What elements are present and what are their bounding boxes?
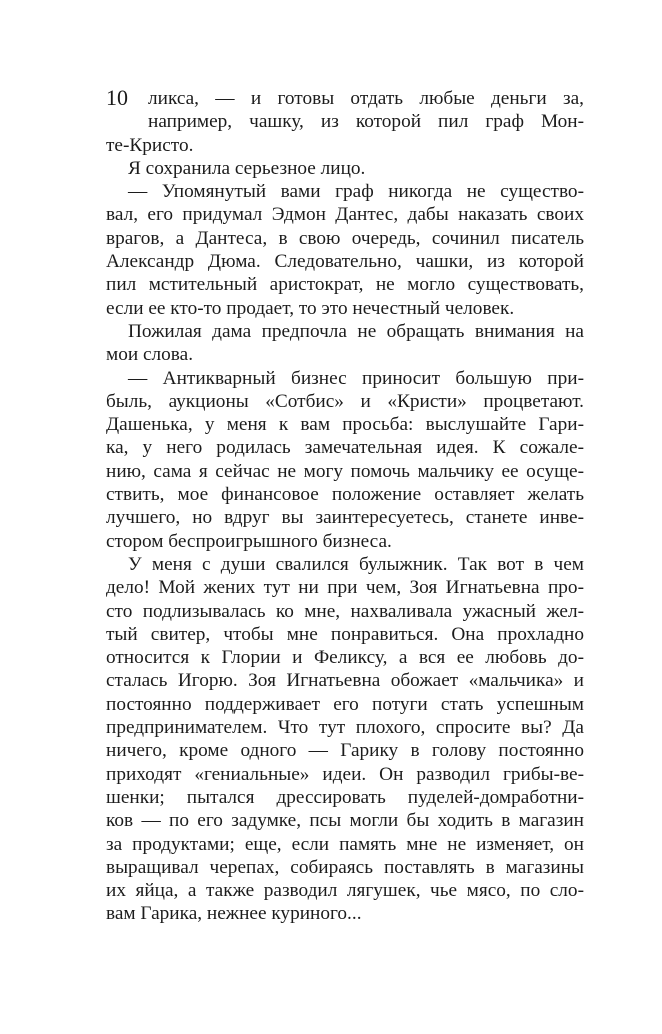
text-line: Дашенька, у меня к вам просьба: выслушайте Гари-: [106, 414, 584, 436]
text-line: ничего, кроме одного — Гарику в голову постоянно: [106, 740, 584, 762]
text-line: мои слова.: [106, 344, 194, 366]
text-line: пил мстительный аристократ, не могло существовать,: [106, 274, 584, 296]
text-line: например, чашку, из которой пил граф Мон-: [148, 111, 584, 133]
page-number: 10: [106, 85, 128, 110]
text-line: стором беспроигрышного бизнеса.: [106, 530, 392, 552]
text-line: постоянно поддерживает его потуги стать успешным: [106, 693, 584, 715]
text-line: шенки; пытался дрессировать пуделей-домработни-: [106, 786, 584, 808]
text-line: ка, у него родилась замечательная идея. К сожале-: [106, 437, 584, 459]
text-line: лучшего, но вдруг вы заинтересуетесь, станете инве-: [106, 507, 584, 529]
text-line: — Антикварный бизнес приносит большую при-: [128, 367, 584, 389]
text-line: те-Кристо.: [106, 134, 194, 156]
text-line: — Упомянутый вами граф никогда не существо-: [128, 181, 584, 203]
text-line: их яйца, а также разводил лягушек, чье мясо, по сло-: [106, 880, 584, 902]
text-line: дело! Мой жених тут ни при чем, Зоя Игнатьевна про-: [106, 577, 584, 599]
text-line: тый свитер, чтобы мне понравиться. Она прохладно: [106, 623, 584, 645]
text-line: приходят «гениальные» идеи. Он разводил грибы-ве-: [106, 763, 584, 785]
text-line: ков — по его задумке, псы могли бы ходить в магазин: [106, 810, 584, 832]
text-line: за продуктами; еще, если память мне не изменяет, он: [106, 833, 584, 855]
text-line: ствить, мое финансовое положение оставляет желать: [106, 484, 584, 506]
text-line: врагов, а Дантеса, в свою очередь, сочинил писатель: [106, 227, 584, 249]
body-text: [106, 87, 584, 926]
text-line: предпринимателем. Что тут плохого, спросите вы? Да: [106, 717, 584, 739]
text-line: сто подлизывалась ко мне, нахваливала ужасный жел-: [106, 600, 584, 622]
text-line: сталась Игорю. Зоя Игнатьевна обожает «мальчика» и: [106, 670, 584, 692]
text-line: У меня с души свалился булыжник. Так вот в чем: [128, 553, 584, 575]
text-line: выращивал черепах, собираясь поставлять в магазины: [106, 856, 584, 878]
text-line: Александр Дюма. Следовательно, чашки, из которой: [106, 251, 584, 273]
text-line: Я сохранила серьезное лицо.: [128, 157, 366, 179]
text-line: быль, аукционы «Сотбис» и «Кристи» процветают.: [106, 390, 584, 412]
text-line: нию, сама я сейчас не могу помочь мальчику ее осуще-: [106, 460, 584, 482]
text-line: если ее кто-то продает, то это нечестный человек.: [106, 297, 515, 319]
text-line: относится к Глории и Феликсу, а вся ее любовь до-: [106, 647, 584, 669]
text-line: вал, его придумал Эдмон Дантес, дабы наказать своих: [106, 204, 584, 226]
text-line: Пожилая дама предпочла не обращать внимания на: [128, 320, 584, 342]
text-line: вам Гарика, нежнее куриного...: [106, 903, 362, 925]
text-line: ликса, — и готовы отдать любые деньги за,: [148, 88, 584, 109]
